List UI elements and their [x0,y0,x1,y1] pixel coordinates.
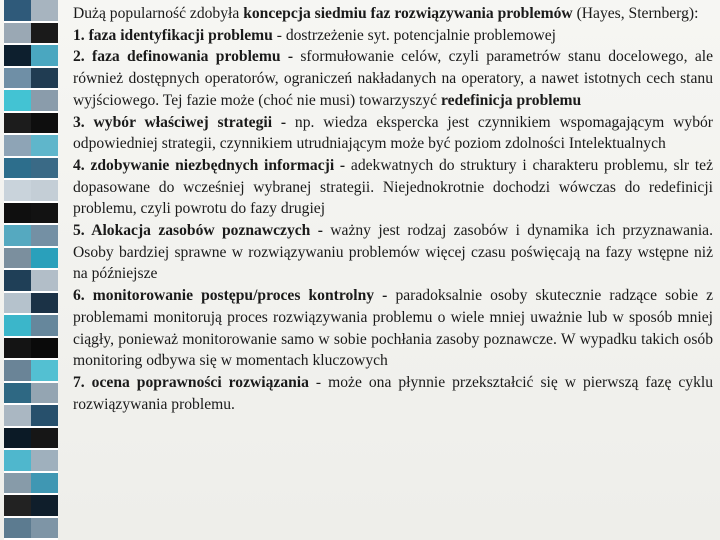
stripe-block [4,0,31,23]
stripe-block [4,225,31,248]
phase-text: paradoksalnie osoby skutecznie radzące sobie z problemami monitorują proces rozwiązywania problemu o wiele mniej uważnie lub w sposób mniej ciągły, ponieważ monitorowanie samo w sobie pochłania zasoby poznawcze. W wypadku takich osób monitoring odbywa się w momentach kluczowych [73,287,714,370]
phase-text: np. wiedza ekspercka jest czynnikiem wspomagającym wybór odpowiedniej strategii, czynnikiem utrudniającym może być poziom zdolności Intelektualnych [73,113,714,153]
phase-title: 4. zdobywanie niezbędnych informacji - [73,156,346,174]
stripe-block [31,135,58,158]
stripe-column-right [31,0,58,540]
stripe-block [31,0,58,23]
phase-title: 7. ocena poprawności rozwiązania [73,373,309,391]
stripe-block [31,203,58,226]
stripe-block [31,405,58,428]
stripe-block [31,360,58,383]
stripe-block [4,428,31,451]
intro-bold: koncepcja siedmiu faz rozwiązywania problemów [243,5,573,22]
stripe-block [4,23,31,46]
stripe-block [31,225,58,248]
stripe-block [4,135,31,158]
stripe-block [31,293,58,316]
intro-suffix: (Hayes, Sternberg): [572,5,699,22]
stripe-block [4,405,31,428]
intro-prefix: Dużą popularność zdobyła [73,5,244,22]
stripe-block [31,270,58,293]
decorative-stripe-bar [0,0,58,540]
stripe-block [4,518,31,540]
phase-text: adekwatnych do struktury i charakteru problemu, slr też dopasowane do wcześniej wybranej strategii. Niejednokrotnie dochodzi wówczas do redefinicji problemu, czyli powrotu do fazy drugiej [73,156,713,218]
phase-6 [73,285,713,372]
phase-text: - dostrzeżenie syt. potencjalnie problemowej [272,26,557,44]
stripe-block [31,113,58,136]
stripe-block [4,473,31,496]
stripe-block [31,495,58,518]
stripe-block [31,315,58,338]
phase-7 [73,372,713,415]
stripe-block [31,338,58,361]
stripe-block [4,90,31,113]
phase-title: 2. faza definowania problemu - [73,48,294,66]
phase-text: sformułowanie celów, czyli parametrów stanu docelowego, ale również dostępnych operatorów, ograniczeń nakładanych na operatory, a nawet istotnych cech stanu wyjściowego. Tej fazie może (choć nie musi) towarzyszyć [73,48,713,109]
stripe-block [31,23,58,46]
phase-1 [73,25,713,47]
phase-3 [73,112,713,155]
stripe-block [31,518,58,540]
phase-title: 5. Alokacja zasobów poznawczych - [73,222,323,240]
slide-body-text [73,3,713,415]
stripe-block [31,450,58,473]
stripe-block [4,68,31,91]
stripe-block [31,45,58,68]
phase-2 [73,46,713,111]
phase-text: - może ona płynnie przekształcić się w pierwszą fazę cyklu rozwiązywania problemu. [73,373,713,413]
phase-5 [73,220,713,285]
stripe-block [31,473,58,496]
phase-title: 3. wybór właściwej strategii - [73,113,287,131]
stripe-block [4,113,31,136]
stripe-block [4,383,31,406]
stripe-block [4,248,31,271]
stripe-block [4,45,31,68]
phase-title: 1. faza identyfikacji problemu [73,26,273,44]
phase-title: 6. monitorowanie postępu/proces kontrolny - [73,287,388,305]
stripe-block [31,428,58,451]
stripe-block [31,158,58,181]
phase-4 [73,155,713,220]
stripe-block [4,315,31,338]
stripe-block [31,180,58,203]
stripe-block [4,203,31,226]
stripe-block [4,293,31,316]
stripe-block [31,68,58,91]
phase-text: ważny jest rodzaj zasobów i dynamika ich przyznawania. Osoby bardziej sprawne w rozwiązywaniu problemów więcej czasu poświęcają na fazy wstępne niż na późniejsze [73,222,714,283]
stripe-block [4,360,31,383]
stripe-block [4,450,31,473]
stripe-block [31,248,58,271]
stripe-block [31,383,58,406]
stripe-block [4,270,31,293]
phase-tail-bold: redefinicja problemu [440,91,582,109]
stripe-block [4,158,31,181]
stripe-block [31,90,58,113]
intro-paragraph [73,3,713,25]
stripe-block [4,495,31,518]
stripe-block [4,180,31,203]
stripe-block [4,338,31,361]
stripe-column-left [4,0,31,540]
